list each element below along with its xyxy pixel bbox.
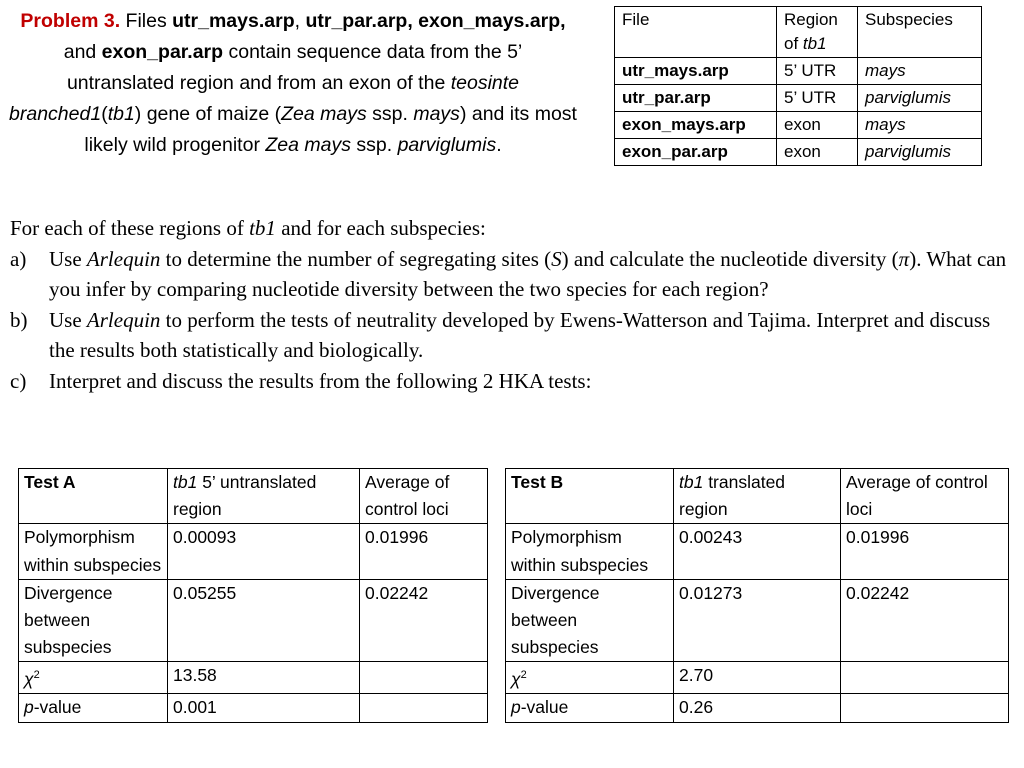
value-cell: 0.01996 (360, 524, 488, 579)
table-header-row (19, 469, 488, 524)
intro-text: contain sequence data from the 5’ untranslated region and from an exon of the (66, 41, 523, 94)
question-text (49, 244, 1010, 305)
intro-text: and (63, 41, 102, 63)
lead-text: and for each subspecies: (275, 216, 486, 240)
col-header: Average of control loci (360, 469, 488, 524)
row-label (19, 694, 168, 722)
symbol-s: S (551, 246, 562, 271)
problem-intro (8, 6, 578, 161)
file-cell: utr_par.arp (615, 85, 777, 112)
lead-text: For each of these regions of (10, 216, 250, 240)
row-label: Divergence between subspecies (506, 579, 674, 662)
row-label (19, 662, 168, 694)
hka-test-b-table (505, 468, 1009, 723)
col-header-text: translated region (679, 472, 786, 520)
row-label-text: -value (33, 697, 82, 718)
q-text: to determine the number of segregating sites ( (160, 246, 552, 271)
table-header-row (506, 469, 1009, 524)
software-name: Arlequin (86, 246, 161, 271)
value-cell: 0.00093 (168, 524, 360, 579)
question-label: c) (10, 368, 27, 393)
intro-text: . (496, 134, 502, 156)
file-name: utr_mays.arp (172, 10, 295, 32)
gene-abbr: tb1 (679, 472, 704, 492)
questions (10, 213, 1010, 396)
table-row (19, 662, 488, 694)
region-cell: 5’ UTR (777, 85, 858, 112)
chi-superscript: 2 (520, 669, 527, 682)
row-label-text: -value (520, 697, 569, 718)
value-cell: 0.01273 (674, 579, 841, 662)
intro-text: ssp. (366, 103, 414, 125)
subspecies-cell: mays (858, 58, 982, 85)
header-file: File (615, 7, 777, 58)
value-cell: 2.70 (674, 662, 841, 694)
value-cell: 0.02242 (841, 579, 1009, 662)
gene-abbr: tb1 (107, 103, 135, 125)
software-name: Arlequin (86, 307, 161, 332)
file-cell: exon_par.arp (615, 139, 777, 166)
intro-text: , (294, 10, 306, 32)
header-region-text: Region of (784, 10, 838, 53)
region-cell: exon (777, 112, 858, 139)
question-label: b) (10, 307, 28, 332)
subspecies-cell: parviglumis (858, 139, 982, 166)
file-name: exon_par.arp (101, 41, 224, 63)
q-text: to perform the tests of neutrality developed by Ewens-Watterson and Tajima. Interpret and discuss the results both statistically and biologically. (49, 307, 991, 362)
intro-text: ssp. (350, 134, 398, 156)
table-row (19, 524, 488, 579)
subspecies-name: mays (413, 103, 460, 125)
q-text: Use (49, 307, 87, 332)
table-row (19, 694, 488, 722)
gene-name: teosinte branched1 (9, 72, 520, 125)
gene-abbr: tb1 (173, 472, 198, 492)
hka-test-a-table (18, 468, 488, 723)
header-region (777, 7, 858, 58)
region-cell: 5’ UTR (777, 58, 858, 85)
q-text: ). What can you infer by comparing nucleotide diversity between the two species for each region? (49, 246, 1007, 301)
table-row (615, 112, 982, 139)
table-row (615, 85, 982, 112)
col-header-text: 5’ untranslated region (173, 472, 317, 520)
question-a (10, 244, 1010, 305)
col-header: Average of control loci (841, 469, 1009, 524)
header-region-gene: tb1 (802, 34, 827, 53)
empty-cell (360, 694, 488, 722)
value-cell: 0.001 (168, 694, 360, 722)
value-cell: 0.02242 (360, 579, 488, 662)
table-row (19, 579, 488, 662)
file-table (614, 6, 982, 166)
table-row (615, 139, 982, 166)
intro-text: ) and its most likely wild progenitor (84, 103, 577, 156)
table-header-row (615, 7, 982, 58)
row-label: Polymorphism within subspecies (19, 524, 168, 579)
value-cell: 0.01996 (841, 524, 1009, 579)
problem-heading: Problem 3. (20, 10, 121, 32)
species-name: Zea mays (281, 103, 367, 125)
test-title: Test A (19, 469, 168, 524)
chi-symbol: χ (24, 669, 34, 690)
row-label (506, 694, 674, 722)
subspecies-name: parviglumis (397, 134, 497, 156)
q-text: ) and calculate the nucleotide diversity ( (561, 246, 899, 271)
row-label: Divergence between subspecies (19, 579, 168, 662)
value-cell: 0.00243 (674, 524, 841, 579)
row-label: Polymorphism within subspecies (506, 524, 674, 579)
question-text (49, 305, 1010, 366)
chi-symbol: χ (511, 669, 521, 690)
col-header (168, 469, 360, 524)
q-text: Use (49, 246, 87, 271)
col-header (674, 469, 841, 524)
row-label (506, 662, 674, 694)
chi-superscript: 2 (33, 669, 40, 682)
empty-cell (841, 694, 1009, 722)
table-row (506, 579, 1009, 662)
table-row (506, 694, 1009, 722)
intro-text: ( (101, 103, 108, 125)
test-title: Test B (506, 469, 674, 524)
header-subspecies: Subspecies (858, 7, 982, 58)
subspecies-cell: parviglumis (858, 85, 982, 112)
gene-abbr: tb1 (249, 216, 276, 240)
intro-text: Files (120, 10, 173, 32)
table-row (615, 58, 982, 85)
file-cell: exon_mays.arp (615, 112, 777, 139)
p-symbol: p (511, 697, 521, 718)
question-text: Interpret and discuss the results from the following 2 HKA tests: (49, 368, 592, 393)
question-label: a) (10, 246, 27, 271)
table-row (506, 524, 1009, 579)
file-name: utr_par.arp, (305, 10, 413, 32)
value-cell: 0.05255 (168, 579, 360, 662)
question-b (10, 305, 1010, 366)
value-cell: 0.26 (674, 694, 841, 722)
symbol-pi: π (898, 246, 910, 271)
region-cell: exon (777, 139, 858, 166)
file-name: exon_mays.arp, (418, 10, 566, 32)
p-symbol: p (24, 697, 34, 718)
empty-cell (841, 662, 1009, 694)
questions-lead (10, 213, 1010, 244)
question-c (10, 366, 1010, 397)
empty-cell (360, 662, 488, 694)
species-name: Zea mays (265, 134, 351, 156)
value-cell: 13.58 (168, 662, 360, 694)
table-row (506, 662, 1009, 694)
intro-text: ) gene of maize ( (134, 103, 282, 125)
subspecies-cell: mays (858, 112, 982, 139)
file-cell: utr_mays.arp (615, 58, 777, 85)
